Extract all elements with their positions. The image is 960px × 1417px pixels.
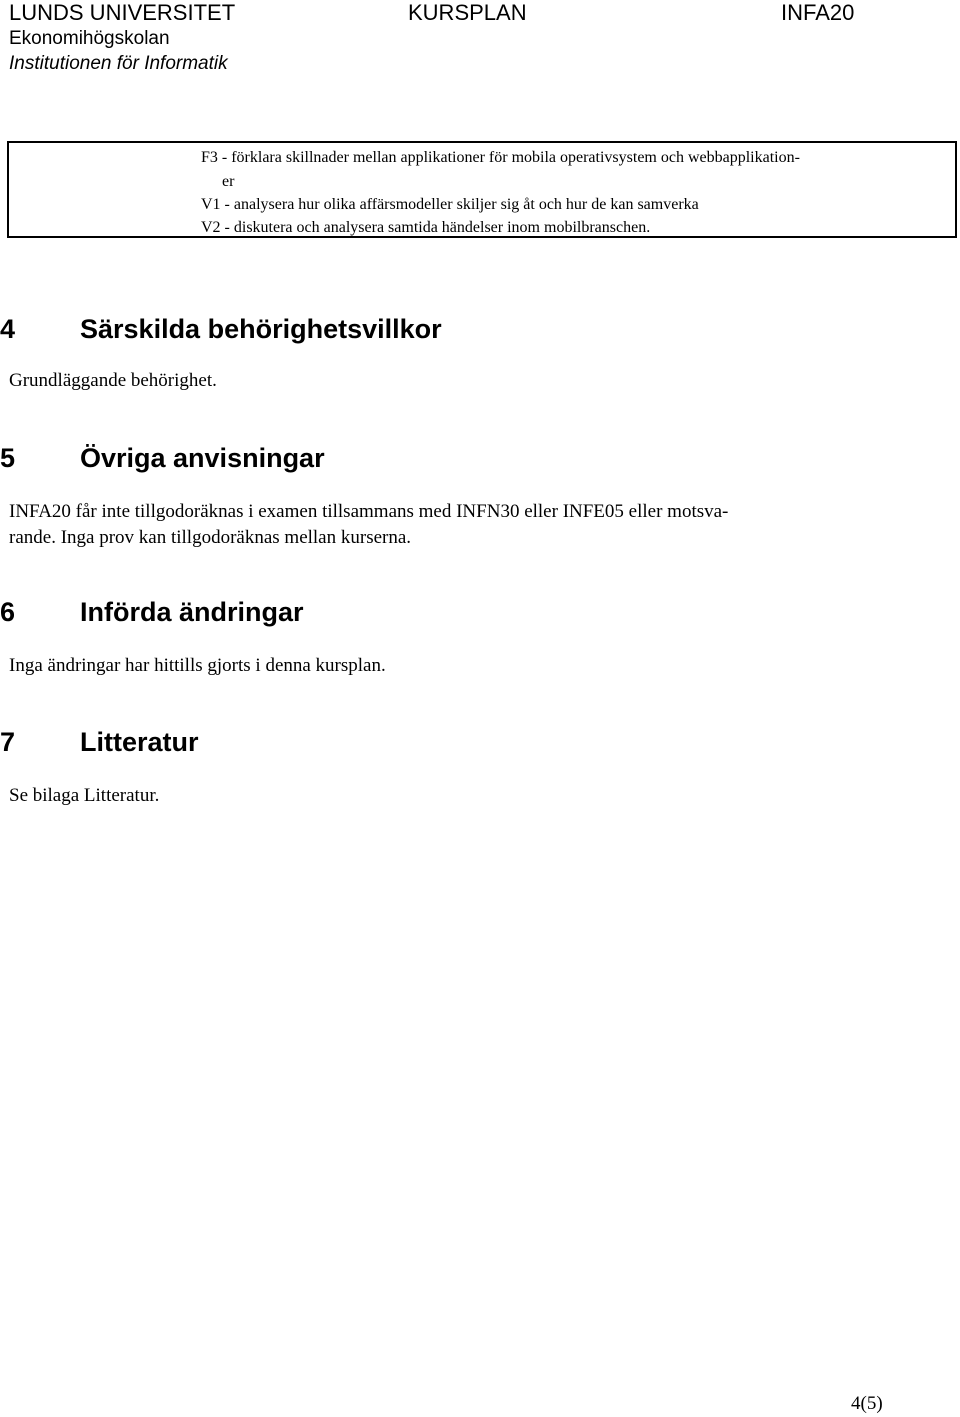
- section-title: Övriga anvisningar: [80, 443, 325, 473]
- section-5-body-line-2: rande. Inga prov kan tillgodoräknas mellan kurserna.: [9, 527, 412, 548]
- course-code: INFA20: [781, 0, 855, 25]
- section-title: Särskilda behörighetsvillkor: [80, 314, 442, 344]
- section-6-heading: [0, 596, 304, 628]
- section-number: 7: [0, 727, 16, 757]
- objective-line-v1: V1 - analysera hur olika affärsmodeller skiljer sig åt och hur de kan samverka: [201, 196, 699, 213]
- university-name: LUNDS UNIVERSITET: [9, 0, 236, 25]
- page-number: 4(5): [851, 1393, 883, 1414]
- document-type: KURSPLAN: [408, 0, 527, 25]
- section-title: Införda ändringar: [80, 597, 304, 627]
- section-5-body-line-1: INFA20 får inte tillgodoräknas i examen tillsammans med INFN30 eller INFE05 eller motsva-: [9, 501, 729, 522]
- school-name: Ekonomihögskolan: [9, 28, 170, 49]
- objective-line-v2: V2 - diskutera och analysera samtida händelser inom mobilbranschen.: [201, 219, 651, 236]
- section-5-heading: [0, 442, 325, 474]
- department-name: Institutionen för Informatik: [9, 53, 228, 74]
- section-4-body: Grundläggande behörighet.: [9, 370, 217, 391]
- section-7-body: Se bilaga Litteratur.: [9, 785, 160, 806]
- section-number: 5: [0, 443, 16, 473]
- section-6-body: Inga ändringar har hittills gjorts i denna kursplan.: [9, 655, 386, 676]
- section-4-heading: [0, 313, 442, 345]
- section-title: Litteratur: [80, 727, 199, 757]
- section-7-heading: [0, 726, 199, 758]
- objective-line-f3-continued: er: [222, 173, 235, 190]
- section-number: 6: [0, 597, 16, 627]
- objective-line-f3: F3 - förklara skillnader mellan applikationer för mobila operativsystem och webbapplikation-: [201, 149, 800, 166]
- section-number: 4: [0, 314, 16, 344]
